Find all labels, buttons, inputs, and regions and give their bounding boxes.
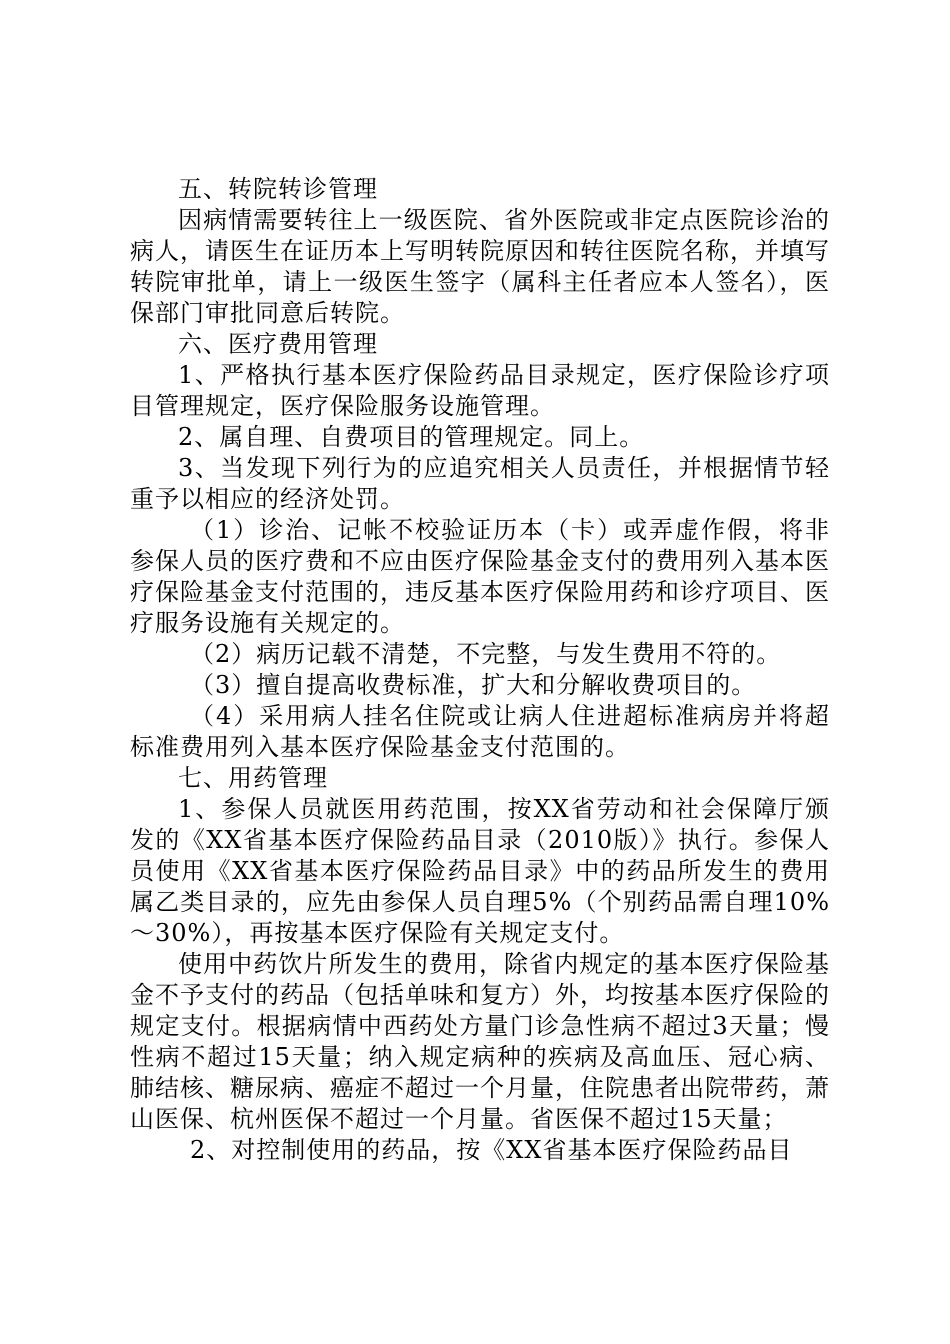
- section-heading-medical-costs: 六、医疗费用管理: [178, 330, 378, 358]
- paragraph-controlled-drugs: 2、对控制使用的药品，按《XX省基本医疗保险药品目: [190, 1136, 793, 1164]
- paragraph-violation-3: （3）擅自提高收费标准，扩大和分解收费项目的。: [190, 671, 757, 699]
- section-heading-transfer: 五、转院转诊管理: [178, 175, 378, 203]
- paragraph-cost-item-3: 3、当发现下列行为的应追究相关人员责任，并根据情节轻重予以相应的经济处罚。: [130, 454, 830, 513]
- section-heading-medication: 七、用药管理: [178, 764, 328, 792]
- document-body: [130, 174, 830, 1166]
- paragraph-violation-4: （4）采用病人挂名住院或让病人住进超标准病房并将超标准费用列入基本医疗保险基金支付范围的。: [130, 702, 830, 761]
- paragraph-transfer-procedure: 因病情需要转往上一级医院、省外医院或非定点医院诊治的病人，请医生在证历本上写明转院原因和转往医院名称，并填写转院审批单，请上一级医生签字（属科主任者应本人签名），医保部门审批同意后转院。: [130, 206, 830, 327]
- paragraph-cost-item-1: 1、严格执行基本医疗保险药品目录规定，医疗保险诊疗项目管理规定，医疗保险服务设施管理。: [130, 361, 830, 420]
- paragraph-violation-2: （2）病历记载不清楚，不完整，与发生费用不符的。: [190, 640, 782, 668]
- paragraph-cost-item-2: 2、属自理、自费项目的管理规定。同上。: [178, 423, 645, 451]
- paragraph-violation-1: （1）诊治、记帐不校验证历本（卡）或弄虚作假，将非参保人员的医疗费和不应由医疗保险基金支付的费用列入基本医疗保险基金支付范围的，违反基本医疗保险用药和诊疗项目、医疗服务设施有关规定的。: [130, 516, 830, 637]
- paragraph-herbal-medicine: 使用中药饮片所发生的费用，除省内规定的基本医疗保险基金不予支付的药品（包括单味和复方）外，均按基本医疗保险的规定支付。根据病情中西药处方量门诊急性病不超过3天量；慢性病不超过15天量；纳入规定病种的疾病及高血压、冠心病、肺结核、糖尿病、癌症不超过一个月量，住院患者出院带药，萧山医保、杭州医保不超过一个月量。省医保不超过15天量；: [130, 950, 830, 1133]
- paragraph-medication-scope: 1、参保人员就医用药范围，按XX省劳动和社会保障厅颁发的《XX省基本医疗保险药品目录（2010版）》执行。参保人员使用《XX省基本医疗保险药品目录》中的药品所发生的费用属乙类目录的，应先由参保人员自理5%（个别药品需自理10%～30%），再按基本医疗保险有关规定支付。: [130, 795, 830, 947]
